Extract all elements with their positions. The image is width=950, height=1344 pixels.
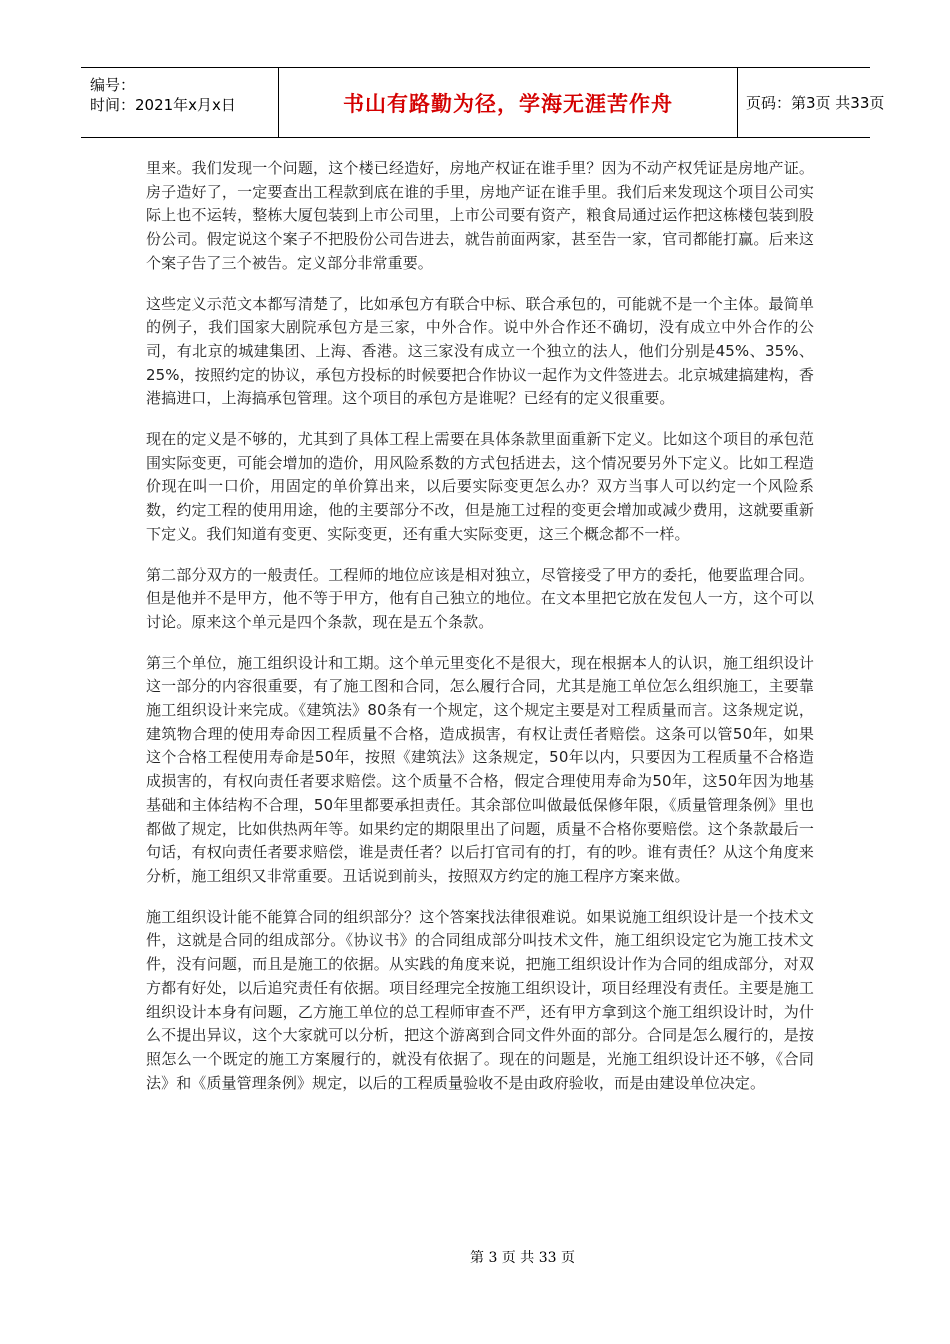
- body-paragraph: 第二部分双方的一般责任。工程师的地位应该是相对独立，尽管接受了甲方的委托，他要监理合同。但是他并不是甲方，他不等于甲方，他有自己独立的地位。在文本里把它放在发包人一方，这个可以讨论。原来这个单元是四个条款，现在是五个条款。: [146, 565, 814, 631]
- time-label: 时间：2021年x月x日: [90, 96, 236, 114]
- body-paragraph: 施工组织设计能不能算合同的组织部分？这个答案找法律很难说。如果说施工组织设计是一个技术文件，这就是合同的组成部分。《协议书》的合同组成部分叫技术文件，施工组织设定它为施工技术文件，没有问题，而且是施工的依据。从实践的角度来说，把施工组织设计作为合同的组成部分，对双方都有好处，以后追究责任有依据。项目经理完全按施工组织设计，项目经理没有责任。主要是施工组织设计本身有问题，乙方施工单位的总工程师审查不严，还有甲方拿到这个施工组织设计时，为什么不提出异议，这个大家就可以分析，把这个游离到合同文件外面的部分。合同是怎么履行的，是按照怎么一个既定的施工方案履行的，就没有依据了。现在的问题是，光施工组织设计还不够，《合同法》和《质量管理条例》规定，以后的工程质量验收不是由政府验收，而是由建设单位决定。: [146, 907, 814, 1092]
- header-page-number: 页码：第3页 共33页: [746, 94, 885, 112]
- body-paragraph: 第三个单位，施工组织设计和工期。这个单元里变化不是很大，现在根据本人的认识，施工组织设计这一部分的内容很重要，有了施工图和合同，怎么履行合同，尤其是施工单位怎么组织施工，主要靠施工组织设计来完成。《建筑法》80条有一个规定，这个规定主要是对工程质量而言。这条规定说，建筑物合理的使用寿命因工程质量不合格，造成损害，有权让责任者赔偿。这条可以管50年，如果这个合格工程使用寿命是50年，按照《建筑法》这条规定，50年以内，只要因为工程质量不合格造成损害的，有权向责任者要求赔偿。这个质量不合格，假定合理使用寿命为50年，这50年因为地基基础和主体结构不合理，50年里都要承担责任。其余部位叫做最低保修年限，《质量管理条例》里也都做了规定，比如供热两年等。如果约定的期限里出了问题，质量不合格你要赔偿。这个条款最后一句话，有权向责任者要求赔偿，谁是责任者？以后打官司有的打，有的吵。谁有责任？从这个角度来分析，施工组织又非常重要。丑话说到前头，按照双方约定的施工程序方案来做。: [146, 653, 814, 885]
- body-paragraph: 里来。我们发现一个问题，这个楼已经造好，房地产权证在谁手里？因为不动产权凭证是房地产证。房子造好了，一定要查出工程款到底在谁的手里，房地产证在谁手里。我们后来发现这个项目公司实际上也不运转，整栋大厦包装到上市公司里，上市公司要有资产，粮食局通过运作把这栋楼包装到股份公司。假定说这个案子不把股份公司告进去，就告前面两家，甚至告一家，官司都能打赢。后来这个案子告了三个被告。定义部分非常重要。: [146, 159, 814, 272]
- page-footer: [0, 1247, 950, 1267]
- document-body: [146, 157, 814, 1112]
- footer-page-number: 第 3 页 共 33 页: [470, 1250, 575, 1266]
- serial-number-label: 编号：: [90, 76, 136, 94]
- header-motto: 书山有路勤为径，学海无涯苦作舟: [343, 91, 673, 116]
- page-header: [81, 67, 885, 138]
- header-meta: [81, 68, 278, 137]
- body-paragraph: 这些定义示范文本都写清楚了，比如承包方有联合中标、联合承包的，可能就不是一个主体。最简单的例子，我们国家大剧院承包方是三家，中外合作。说中外合作还不确切，没有成立中外合作的公司，有北京的城建集团、上海、香港。这三家没有成立一个独立的法人，他们分别是45%、35%、25%，按照约定的协议，承包方投标的时候要把合作协议一起作为文件签进去。北京城建搞建构，香港搞进口，上海搞承包管理。这个项目的承包方是谁呢？已经有的定义很重要。: [146, 294, 814, 408]
- body-paragraph: 现在的定义是不够的，尤其到了具体工程上需要在具体条款里面重新下定义。比如这个项目的承包范围实际变更，可能会增加的造价，用风险系数的方式包括进去，这个情况要另外下定义。比如工程造价现在叫一口价，用固定的单价算出来，以后要实际变更怎么办？双方当事人可以约定一个风险系数，约定工程的使用用途，他的主要部分不改，但是施工过程的变更会增加或减少费用，这就要重新下定义。我们知道有变更、实际变更，还有重大实际变更，这三个概念都不一样。: [146, 430, 814, 543]
